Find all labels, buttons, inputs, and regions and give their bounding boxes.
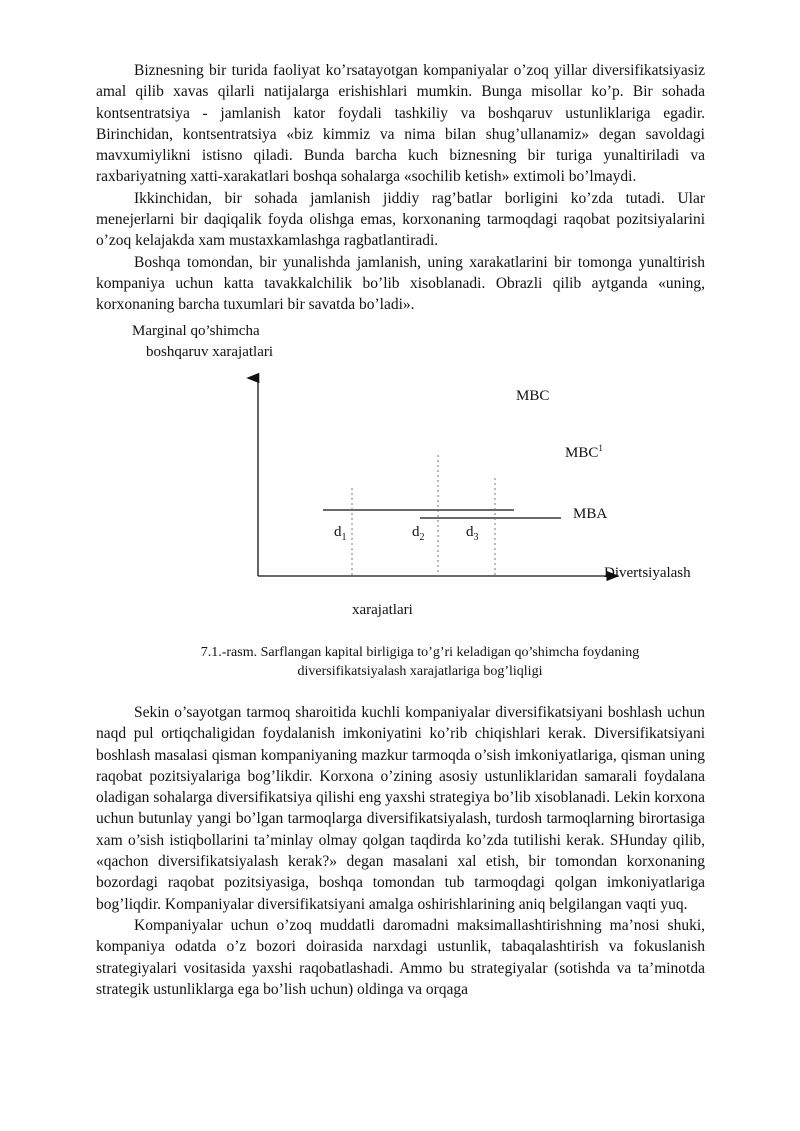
d3-label: $d_3$ [466,524,479,543]
top-text [96,60,705,316]
paragraph-3: Boshqa tomondan, bir yunalishda jamlanish, uning xarakatlarini bir tomonga yunaltirish kompaniya uchun katta tavakkalchilik bo’lib xisoblanadi. Obrazli qilib aytganda «uning, korxonaning barcha tuxumlari bir savatda bo’ladi». [96,253,705,314]
caption-line2: diversifikatsiyalash xarajatlariga bog’liqligi [297,664,543,679]
d1-label: $d_1$ [334,524,347,543]
y-axis-label-line2: boshqaruv xarajatlari [146,344,274,360]
y-axis-label-line1: Marginal qo’shimcha [132,323,260,339]
figure-caption [130,643,710,681]
bottom-text [96,702,705,1000]
mba-label: MBA [573,506,608,522]
paragraph-1: Biznesning bir turida faoliyat ko’rsatayotgan kompaniyalar o’zoq yillar diversifikatsiyasiz amal qilib xavas qilarli natijalarga erishishlari mumkin. Bunga misollar ko’p. Bir sohada kontsentratsiya - jamlanish kator foydali tashkiliy va boshqaruv ustunliklariga egadir. Birinchidan, kontsentratsiya «biz kimmiz va nima bilan shug’ullanamiz» degan savoldagi mavxumiylikni istisno qiladi. Bunda barcha kuch biznesning bir turiga yunaltiriladi va raxbariyatning xatti-xarakatlari boshqa sohalarga «sochilib ketish» extimoli bo’lmaydi. [96,62,705,186]
x-axis-label: Divertsiyalash [604,565,691,581]
x-axis-label-2: xarajatlari [352,602,413,618]
paragraph-4: Sekin o’sayotgan tarmoq sharoitida kuchli kompaniyalar diversifikatsiyani boshlash uchun naqd pul ortiqchaligidan foydalanish imkoniyatini ko’rib chiqishlari kerak. Diversifikatsiyani boshlash masalasi qisman kompaniyaning mazkur tarmoqda o’sish imkoniyatlariga, qisman uning raqobat pozitsiyalariga bog’likdir. Korxona o’zining asosiy ustunliklaridan samarali foydalana oladigan sohalarga diversifikatsiya qilishi eng yaxshi strategiya bo’lib xisoblanadi. Lekin korxona uchun butunlay yangi bo’lgan tarmoqlarga diversifikatsiyalash, turdosh tarmoqlarning birortasiga xam o’sish istiqbollarini ta’minlay olmay qolgan taqdirda ko’zda tutilishi kerak. SHunday qilib, «qachon diversifikatsiyalash kerak?» degan masalani xal etish, bir tomondan korxonaning bozordagi raqobat pozitsiyasiga, boshqa tomondan tub tarmoqdagi qolgan imkoniyatlariga bog’liqdir. Kompaniyalar diversifikatsiyani amalga oshirishlarining aniq belgilangan vaqti yuq. [96,704,705,913]
caption-line1: 7.1.-rasm. Sarflangan kapital birligiga to’g’ri keladigan qo’shimcha foydaning [200,645,640,660]
mbc-label: MBC [516,388,550,404]
mbc1-label: MBC$^1$ [565,443,603,461]
d2-label: $d_2$ [412,524,425,543]
paragraph-5: Kompaniyalar uchun o’zoq muddatli daromadni maksimallashtirishning ma’nosi shuki, kompaniya odatda o’z bozori doirasida narxdagi ustunlik, tabaqalashtirish va fokuslanish strategiyalari vositasida yaxshi raqobatlashadi. Ammo bu strategiyalar (sotishda va ta’minotda strategik ustunliklarga ega bo’lish uchun) oldinga va orqaga [96,916,705,998]
paragraph-2: Ikkinchidan, bir sohada jamlanish jiddiy rag’batlar borligini ko’zda tutadi. Ular menejerlarni bir daqiqalik foyda olishga emas, korxonaning tarmoqdagi raqobat pozitsiyalarini o’zoq kelajakda xam mustaxkamlashga ragbatlantiradi. [96,189,705,250]
